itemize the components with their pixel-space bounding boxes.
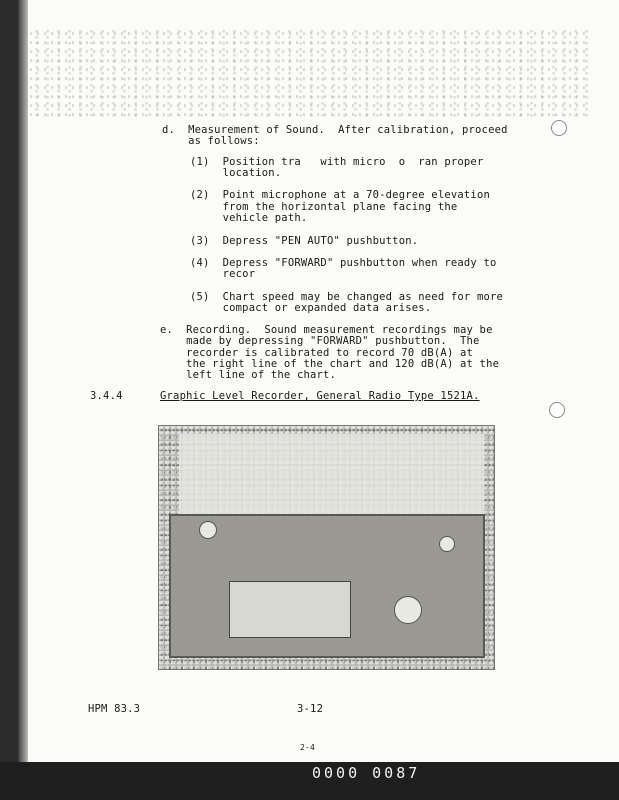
recorder-photograph	[158, 425, 495, 670]
step-3: (3) Depress "PEN AUTO" pushbutton.	[190, 235, 419, 247]
binder-hole-icon	[549, 402, 565, 418]
item-e-text-3: recorder is calibrated to record 70 dB(A) at	[160, 347, 474, 359]
step-1: (1) Position tra with micro o ran proper	[190, 156, 484, 168]
item-e-text-2: made by depressing "FORWARD" pushbutton. The	[160, 335, 480, 347]
item-d-heading: d. Measurement of Sound. After calibration, proceed	[162, 124, 508, 136]
step-2-cont2: vehicle path.	[190, 212, 308, 224]
photo-knob-icon	[394, 596, 422, 624]
step-4-cont: recor	[190, 268, 256, 280]
photo-knob-icon	[199, 521, 217, 539]
footer-small-mark: 2-4	[300, 743, 316, 752]
step-2-cont: from the horizontal plane facing the	[190, 201, 458, 213]
photo-chart-panel	[229, 581, 351, 638]
step-1-cont: location.	[190, 167, 282, 179]
section-number: 3.4.4	[90, 390, 123, 402]
photo-knob-icon	[439, 536, 455, 552]
step-4: (4) Depress "FORWARD" pushbutton when ready to	[190, 257, 497, 269]
footer-page-number: 3-12	[297, 703, 324, 715]
binder-hole-icon	[551, 120, 567, 136]
section-title: Graphic Level Recorder, General Radio Type 1521A.	[160, 390, 480, 402]
frame-number: 0000 0087	[312, 764, 421, 782]
item-e-text-4: the right line of the chart and 120 dB(A) at the	[160, 358, 500, 370]
item-e-text: e. Recording. Sound measurement recordings may be	[160, 324, 493, 336]
microfilm-strip	[0, 762, 619, 800]
step-2: (2) Point microphone at a 70-degree elevation	[190, 189, 490, 201]
item-d-heading-cont: as follows:	[162, 135, 260, 147]
item-e-text-5: left line of the chart.	[160, 369, 337, 381]
scan-noise-top	[30, 30, 590, 120]
scan-edge-shadow	[18, 0, 28, 800]
step-5: (5) Chart speed may be changed as need for more	[190, 291, 504, 303]
step-5-cont: compact or expanded data arises.	[190, 302, 432, 314]
footer-doc-id: HPM 83.3	[88, 703, 141, 715]
